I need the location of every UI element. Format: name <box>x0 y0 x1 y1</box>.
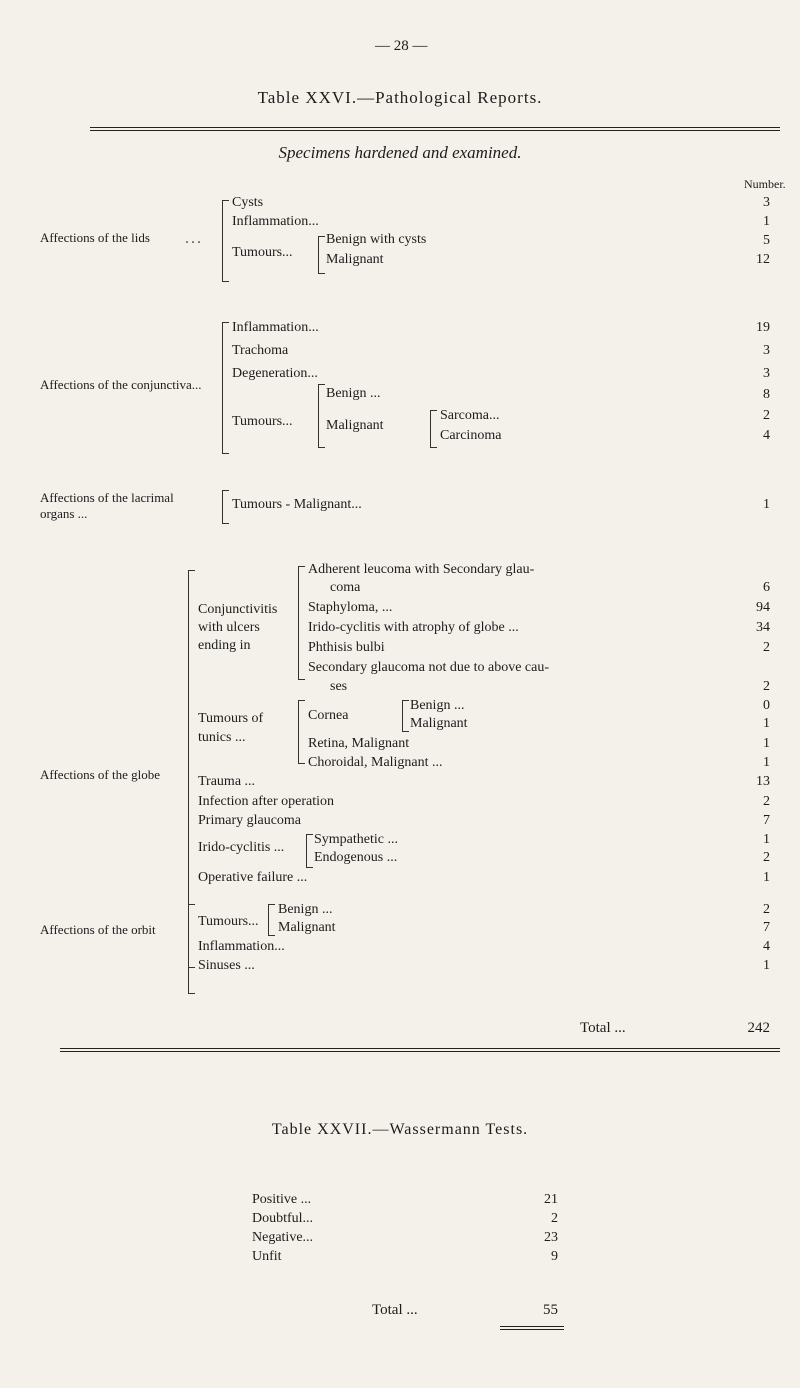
row-label: Operative failure ... <box>198 870 308 885</box>
row-label: Irido-cyclitis with atrophy of globe ... <box>308 620 519 635</box>
brace-conjunctiva <box>222 322 229 454</box>
row-label: Sinuses ... <box>198 958 255 973</box>
row-label: Benign ... <box>278 902 333 917</box>
row-value: 0 <box>763 698 770 713</box>
row-value: 19 <box>756 320 770 335</box>
row-label: Cysts <box>232 195 264 210</box>
row-value: 2 <box>763 679 770 694</box>
sub-label: Conjunctivitis <box>198 602 278 617</box>
row-value: 9 <box>551 1249 558 1264</box>
total-value: 55 <box>543 1302 558 1318</box>
row-value: 1 <box>763 497 770 512</box>
total-rule-2 <box>500 1329 564 1330</box>
total-label: Total ... <box>580 1020 626 1036</box>
iridocyclitis-label: Irido-cyclitis ... <box>198 840 285 855</box>
brace-cornea <box>402 700 409 732</box>
row-label: Sarcoma... <box>440 408 500 423</box>
sub-sub-label: Malignant <box>326 418 384 433</box>
row-value: 2 <box>763 794 770 809</box>
table26-title: Table XXVI.—Pathological Reports. <box>257 88 543 107</box>
sub-label: Tumours... <box>232 245 293 260</box>
row-label: Inflammation... <box>232 214 319 229</box>
row-value: 8 <box>763 387 770 402</box>
row-label: coma <box>330 580 361 595</box>
total-value: 242 <box>747 1020 770 1036</box>
row-label: Sympathetic ... <box>314 832 398 847</box>
row-value: 3 <box>763 366 770 381</box>
total-rule <box>500 1326 564 1327</box>
row-label: Malignant <box>326 252 384 267</box>
sub-label: Tumours of <box>198 711 264 726</box>
row-label: Endogenous ... <box>314 850 398 865</box>
row-label: Secondary glaucoma not due to above cau- <box>308 660 550 675</box>
row-value: 1 <box>763 958 770 973</box>
brace-tumours <box>318 384 325 448</box>
cornea-label: Cornea <box>308 708 349 723</box>
row-value: 2 <box>763 902 770 917</box>
row-value: 12 <box>756 252 770 267</box>
row-label: Malignant <box>410 716 468 731</box>
brace-tumours <box>318 236 325 274</box>
total-label: Total ... <box>372 1302 418 1318</box>
row-label: ses <box>330 679 348 694</box>
row-value: 1 <box>763 716 770 731</box>
row-label: Choroidal, Malignant ... <box>308 755 443 770</box>
brace-lacrimal <box>222 490 229 524</box>
row-label: Adherent leucoma with Secondary glau- <box>308 562 535 577</box>
page-number: — 28 — <box>375 38 428 54</box>
group-orbit-label: Affections of the orbit <box>40 922 156 937</box>
group-lacrimal-label-1: Affections of the lacrimal <box>40 490 174 505</box>
brace-conjunctivitis <box>298 566 305 680</box>
row-value: 1 <box>763 832 770 847</box>
row-value: 94 <box>756 600 770 615</box>
group-conjunctiva-label: Affections of the conjunctiva... <box>40 377 202 392</box>
number-header: Number. <box>744 177 786 191</box>
row-value: 21 <box>544 1192 558 1207</box>
row-value: 2 <box>763 640 770 655</box>
row-label: Malignant <box>278 920 336 935</box>
row-label: Inflammation... <box>232 320 319 335</box>
brace-orbit <box>188 904 195 968</box>
row-value: 13 <box>756 774 770 789</box>
row-value: 4 <box>763 939 770 954</box>
row-value: 7 <box>763 920 770 935</box>
row-value: 2 <box>763 850 770 865</box>
row-label: Doubtful... <box>252 1211 314 1226</box>
sub-label: with ulcers <box>198 620 260 635</box>
brace-iridocyclitis <box>306 834 313 868</box>
row-value: 1 <box>763 870 770 885</box>
sub-label: ending in <box>198 638 251 653</box>
sub-label: Tumours... <box>232 414 293 429</box>
row-value: 23 <box>544 1230 558 1245</box>
leader-dots: ... <box>185 230 203 247</box>
table27-title: Table XXVII.—Wassermann Tests. <box>271 1121 529 1138</box>
row-label: Unfit <box>252 1249 282 1264</box>
brace-malignant <box>430 410 437 448</box>
row-label: Benign ... <box>326 386 381 401</box>
row-label: Positive ... <box>252 1192 312 1207</box>
row-label: Inflammation... <box>198 939 285 954</box>
row-label: Tumours - Malignant... <box>232 497 362 512</box>
group-lids-label: Affections of the lids <box>40 230 150 245</box>
row-value: 7 <box>763 813 770 828</box>
row-label: Primary glaucoma <box>198 813 302 828</box>
brace-tunics <box>298 700 305 764</box>
row-label: Benign with cysts <box>326 232 427 247</box>
row-value: 34 <box>756 620 770 635</box>
row-label: Benign ... <box>410 698 465 713</box>
brace-tumours <box>268 904 275 936</box>
row-value: 3 <box>763 343 770 358</box>
group-globe-label: Affections of the globe <box>40 767 160 782</box>
row-value: 5 <box>763 233 770 248</box>
row-value: 6 <box>763 580 770 595</box>
table26-subtitle: Specimens hardened and examined. <box>278 143 522 162</box>
row-value: 4 <box>763 428 770 443</box>
row-value: 1 <box>763 736 770 751</box>
row-value: 2 <box>551 1211 558 1226</box>
row-label: Phthisis bulbi <box>308 640 385 655</box>
row-label: Trauma ... <box>198 774 256 789</box>
row-label: Retina, Malignant <box>308 736 410 751</box>
row-value: 1 <box>763 755 770 770</box>
row-label: Infection after operation <box>198 794 335 809</box>
bottom-rule <box>60 1048 780 1049</box>
row-label: Carcinoma <box>440 428 502 443</box>
row-label: Staphyloma, ... <box>308 600 393 615</box>
brace-lids <box>222 200 229 282</box>
row-label: Degeneration... <box>232 366 318 381</box>
row-label: Negative... <box>252 1230 314 1245</box>
top-rule <box>90 127 780 128</box>
sub-label: Tumours... <box>198 914 259 929</box>
row-value: 1 <box>763 214 770 229</box>
row-value: 3 <box>763 195 770 210</box>
top-rule-2 <box>90 130 780 131</box>
group-lacrimal-label-2: organs ... <box>40 506 88 521</box>
sub-label: tunics ... <box>198 730 246 745</box>
row-value: 2 <box>763 408 770 423</box>
row-label: Trachoma <box>232 343 289 358</box>
bottom-rule-2 <box>60 1051 780 1052</box>
